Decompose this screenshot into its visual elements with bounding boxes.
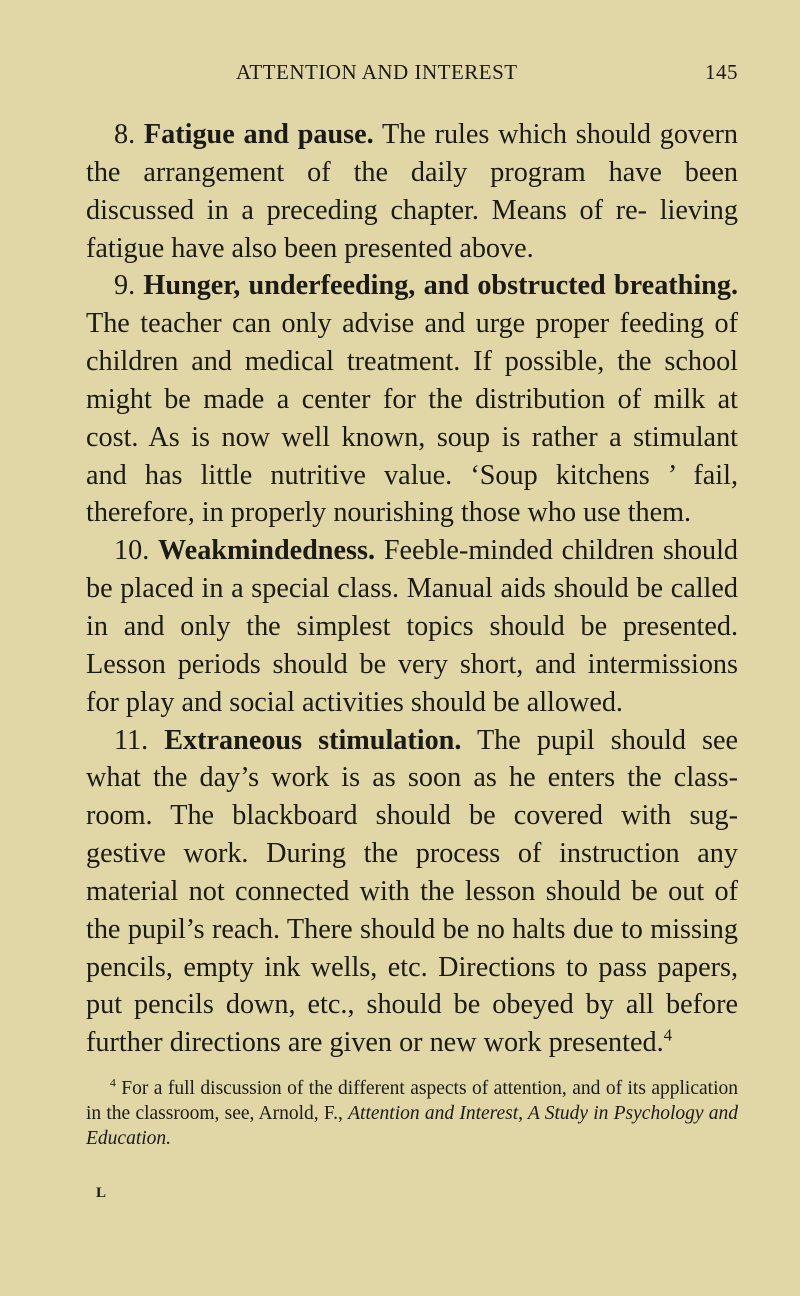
paragraph-text: The pupil should see what the day’s work is as soon as he enters the class- room. The blackboard should be covered with sug- gestive work. During the process of instruction any material not connected with the lesson should be out of the pupil’s reach. There should be no halts due to missing pencils, empty ink wells, etc. Directions to pass papers, put pencils down, etc., should be obeyed by all before further directions are given or new work presented. <box>86 724 739 1059</box>
paragraph-8 <box>86 116 738 267</box>
paragraph-heading: Extraneous stimulation. <box>164 724 462 756</box>
footnote-marker: 4 <box>110 1076 116 1090</box>
paragraph-number: 8. <box>114 119 136 150</box>
paragraph-number: 9. <box>114 270 136 302</box>
paragraph-text: Feeble-minded children should be placed in a special class. Manual aids should be called in and only the simplest topics should be presented. Lesson periods should be very short, and intermissions for play and social activities should be allowed. <box>86 535 739 718</box>
footnote-italic-title: Attention and Interest, A Study in Psychology and Education. <box>86 1103 738 1150</box>
paragraph-heading: Hunger, underfeeding, and obstructed breathing. <box>143 270 738 302</box>
paragraph-11 <box>86 722 738 1063</box>
signature-mark: L <box>96 1185 107 1202</box>
paragraph-10 <box>86 532 738 721</box>
body-text <box>86 116 738 1062</box>
running-title: ATTENTION AND INTEREST <box>236 60 518 84</box>
paragraph-number: 10. <box>114 535 150 567</box>
footnote-text: For a full discussion of the different aspects of attention, and of its application in the classroom, see, Arnold, F., <box>86 1078 738 1125</box>
running-head <box>86 56 738 96</box>
footnote-reference[interactable]: 4 <box>663 1025 673 1045</box>
paragraph-text: The teacher can only advise and urge proper feeding of children and medical treatment. If possible, the school might be made a center for the distribution of milk at cost. As is now well known, soup is rather a stimulant and has little nutritive value. ‘Soup kitchens ’ fail, therefore, in properly nourishing those who use them. <box>86 308 738 529</box>
paragraph-9 <box>86 267 738 532</box>
paragraph-heading: Weakmindedness. <box>158 535 375 567</box>
page-number: 145 <box>705 60 738 84</box>
paragraph-number: 11. <box>114 724 149 756</box>
footnote <box>86 1076 738 1151</box>
paragraph-text: The rules which should govern the arrangement of the daily program have been discussed in a preceding chapter. Means of re- lieving fatigue have also been presented above. <box>86 119 739 264</box>
paragraph-heading: Fatigue and pause. <box>143 119 374 150</box>
book-page <box>86 56 738 1202</box>
